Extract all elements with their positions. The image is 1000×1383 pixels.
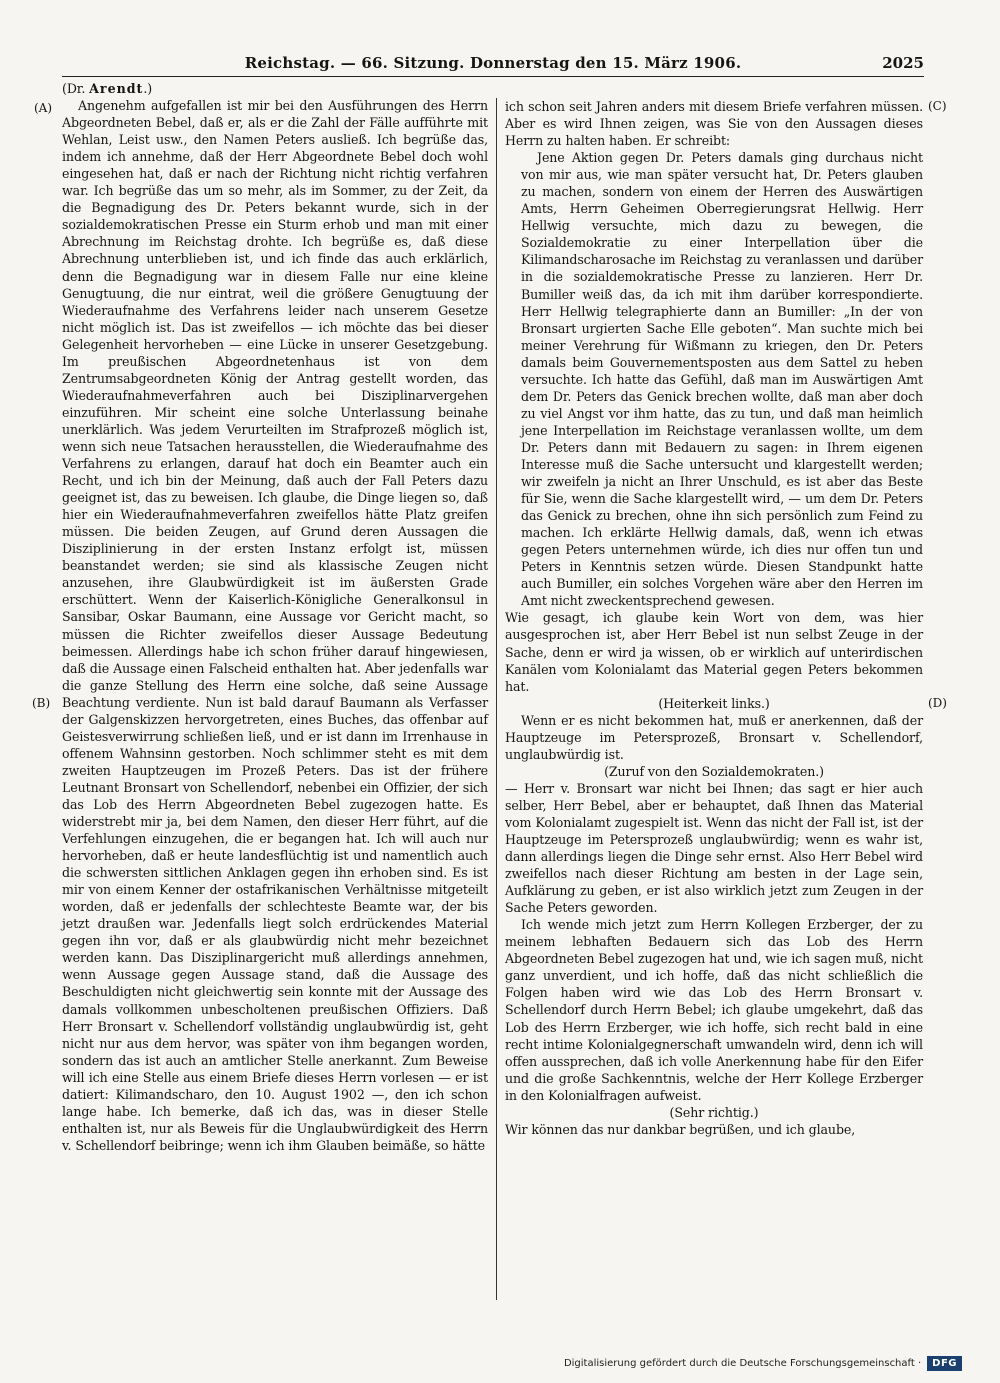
left-column (62, 80, 488, 1154)
speaker-name: Arendt (89, 81, 144, 96)
footer-text: Digitalisierung gefördert durch die Deutsche Forschungsgemeinschaft · (563, 1358, 922, 1369)
interjection-note: (Zuruf von den Sozialdemokraten.) (604, 763, 824, 779)
page-number: 2025 (882, 54, 924, 72)
interjection-note: (Heiterkeit links.) (658, 695, 770, 711)
body-paragraph: Angenehm aufgefallen ist mir bei den Ausführungen des Herrn Abgeordneten Bebel, daß er, als er die Zahl der Fälle aufführte mit Wehlan, Leist usw., den Namen Peters ausließ. Ich begrüße das, indem ich annehme, daß der Herr Abgeordnete Bebel doch wohl eingesehen hat, daß er nach der Richtung nicht richtig verfahren war. Ich begrüße das um so mehr, als im Sommer, zu der Zeit, da die Begnadigung des Dr. Peters bekannt wurde, sich in der sozialdemokratischen Presse ein Sturm erhob und man mit einer Abrechnung im Reichstag drohte. Ich begrüße es, daß diese Abrechnung unterblieben ist, und ich finde das auch erklärlich, denn die Begnadigung war in diesem Falle nur eine kleine Genugtuung, die nur eintrat, weil die größere Genugtuung der Wiederaufnahme des Verfahrens leider nach unserem Gesetze nicht möglich ist. Das ist zweifellos — ich möchte das bei dieser Gelegenheit hervorheben — eine Lücke in unserer Gesetzgebung. Im preußischen Abgeordnetenhaus ist von dem Zentrumsabgeordneten König der Antrag gestellt worden, das Wiederaufnahmeverfahren auch bei Disziplinarvergehen einzuführen. Mir scheint eine solche Unterlassung beinahe unerklärlich. Was jedem Verurteilten im Strafprozeß möglich ist, wenn sich neue Tatsachen herausstellen, die Wiederaufnahme des Verfahrens zu erlangen, darauf hat doch ein Beamter auch ein Recht, und ich bin der Meinung, daß auch der Fall Peters dazu geeignet ist, das zu beweisen. Ich glaube, die Dinge liegen so, daß hier ein Wiederaufnahmeverfahren zweifellos hätte Platz greifen müssen. Die beiden Zeugen, auf Grund deren Aussagen die Disziplinierung in der ersten Instanz erfolgt ist, müssen beanstandet werden; sie sind als klassische Zeugen nicht anzusehen, ihre Glaubwürdigkeit ist im äußersten Grade erschüttert. Wenn der Kaiserlich-Königliche Generalkonsul in Sansibar, Oskar Baumann, eine Aussage vor Gericht macht, so müssen die Richter zweifellos dieser Aussage Bedeutung beimessen. Allerdings habe ich schon früher darauf hingewiesen, daß die Aussage einen Falscheid enthalten hat. Aber jedenfalls war die ganze Stellung des Herrn eine solche, daß seine Aussage Beachtung verdiente. Nun ist bald darauf Baumann als Verfasser der Galgenskizzen hervorgetreten, eines Buches, das offenbar auf Geistesverwirrung schließen ließ, und er ist dann im Irrenhause in offenem Wahnsinn gestorben. Noch schlimmer steht es mit dem zweiten Hauptzeugen im Prozeß Peters. Das ist der frühere Leutnant Bronsart von Schellendorf, nebenbei ein Offizier, der sich das Lob des Herrn Abgeordneten Bebel zugezogen hatte. Es widerstrebt mir ja, bei dem Namen, den dieser Herr führt, auf die Verfehlungen einzugehen, die er begangen hat. Ich will auch nur hervorheben, daß er heute landesflüchtig ist und namentlich auch die schwersten sittlichen Anklagen gegen ihn erhoben sind. Es ist mir von einem Kenner der ostafrikanischen Verhältnisse mitgeteilt worden, daß er jedenfalls der schlechteste Beamte war, der bis jetzt draußen war. Jedenfalls liegt solch erdrückendes Material gegen ihn vor, daß er als glaubwürdig nicht mehr bezeichnet werden kann. Das Disziplinargericht muß allerdings annehmen, wenn Aussage gegen Aussage stand, daß die Aussage des Beschuldigten nicht gleichwertig sein konnte mit der Aussage des damals vollkommen unbescholtenen preußischen Offiziers. Daß Herr Bronsart v. Schellendorf vollständig unglaubwürdig ist, geht nicht nur aus dem hervor, was später von ihm begangen worden, sondern das ist auch an amtlicher Stelle anerkannt. Zum Beweise will ich eine Stelle aus einem Briefe dieses Herrn vorlesen — er ist datiert: Kilimandscharo, den 10. August 1902 —, den ich schon lange habe. Ich bemerke, daß ich das, was in dieser Stelle enthalten ist, nur als Beweis für die Unglaubwürdigkeit des Herrn v. Schellendorf beibringe; wenn ich ihm Glauben beimäße, so hätte (62, 98, 488, 1153)
dfg-logo: DFG (927, 1356, 962, 1371)
speaker-prefix: (Dr. (62, 81, 90, 96)
body-paragraph: ich schon seit Jahren anders mit diesem Briefe verfahren müssen. Aber es wird Ihnen zeigen, was Sie von den Aussagen dieses Herrn zu halten haben. Er schreibt: (505, 99, 923, 149)
running-title: Reichstag. — 66. Sitzung. Donnerstag den 15. März 1906. (244, 54, 742, 72)
quote-paragraph: Jene Aktion gegen Dr. Peters damals ging durchaus nicht von mir aus, wie man später versucht hat, Dr. Peters glauben zu machen, sondern von einem der Herren des Auswärtigen Amts, Herrn Geheimen Oberregierungsrat Hellwig. Herr Hellwig versuchte, mich dazu zu bewegen, die Sozialdemokratie zu einer Interpellation über die Kilimandscharosache im Reichstag zu veranlassen und darüber in die sozialdemokratische Presse zu lanzieren. Herr Dr. Bumiller weiß das, da ich mit ihm darüber korrespondierte. Herr Hellwig telegraphierte dann an Bumiller: „In der von Bronsart urgierten Sache Elle geboten“. Man suchte mich bei meiner Verehrung für Wißmann zu kriegen, den Dr. Peters damals beim Gouvernementsposten aus dem Sattel zu heben versuchte. Ich hatte das Gefühl, daß man im Auswärtigen Amt dem Dr. Peters das Genick brechen wollte, daß man aber doch zu viel Angst vor ihm hatte, das zu tun, und daß man heimlich jene Interpellation im Reichstage veranlassen wollte, um dem Dr. Peters dann mit Bedauern zu sagen: in Ihrem eigenen Interesse muß die Sache untersucht und klargestellt werden; wir zweifeln ja nicht an Ihrer Unschuld, es ist aber das Beste für Sie, wenn die Sache klargestellt wird, — um dem Dr. Peters das Genick zu brechen, ohne ihn sich persönlich zum Feind zu machen. Ich erklärte Hellwig damals, daß, wenn ich etwas gegen Peters unternehmen würde, ich dies nur offen tun und Peters in Kenntnis setzen würde. Diesen Standpunkt hatte auch Bumiller, ein solches Vorgehen wäre aber den Herren im Amt nicht zweckentsprechend gewesen. (521, 150, 923, 609)
right-column (505, 98, 923, 1138)
footer (564, 1356, 962, 1371)
page-header (62, 54, 924, 77)
speaker-suffix: .) (143, 81, 153, 96)
speaker-attribution (62, 80, 488, 97)
interjection-note: (Sehr richtig.) (669, 1104, 759, 1120)
quoted-letter (505, 149, 923, 609)
body-paragraph: Wie gesagt, ich glaube kein Wort von dem, was hier ausgesprochen ist, aber Herr Bebel ist nun selbst Zeuge in der Sache, denn er wird ja wissen, ob er wirklich auf unterirdischen Kanälen vom Kolonialamt das Material gegen Peters bekommen hat. (505, 610, 923, 694)
body-paragraph: Wir können das nur dankbar begrüßen, und ich glaube, (505, 1121, 856, 1137)
body-paragraph: Wenn er es nicht bekommen hat, muß er anerkennen, daß der Hauptzeuge im Petersprozeß, Bronsart v. Schellendorf, unglaubwürdig ist. (505, 712, 923, 762)
body-paragraph: — Herr v. Bronsart war nicht bei Ihnen; das sagt er hier auch selber, Herr Bebel, aber er behauptet, daß Ihnen das Material vom Kolonialamt zugespielt ist. Wenn das nicht der Fall ist, ist der Hauptzeuge im Petersprozeß unglaubwürdig; wenn es wahr ist, dann allerdings liegen die Dinge sehr ernst. Also Herr Bebel wird zweifellos nach dieser Richtung am besten in der Lage sein, Aufklärung zu geben, er ist also wirklich jetzt zum Zeugen in der Sache Peters geworden. (505, 780, 923, 916)
column-divider (496, 98, 497, 1300)
body-paragraph: Ich wende mich jetzt zum Herrn Kollegen Erzberger, der zu meinem lebhaften Bedauern sich das Lob des Herrn Abgeordneten Bebel zugezogen hat und, wie ich sagen muß, nicht ganz unverdient, und ich hoffe, daß das nicht schließlich die Folgen haben wird wie das Lob des Herrn Bronsart v. Schellendorf durch Herrn Bebel; ich glaube umgekehrt, daß das Lob des Herrn Erzberger, wie ich hoffe, sich recht bald in eine recht intime Kolonialgegnerschaft umwandeln wird, denn ich will offen aussprechen, daß ich volle Anerkennung habe für den Eifer und die große Sachkenntnis, welche der Herr Kollege Erzberger in den Kolonialfragen aufweist. (505, 917, 923, 1103)
margin-marker-c: (C) (928, 99, 947, 113)
margin-marker-a: (A) (34, 101, 53, 115)
margin-marker-b: (B) (32, 696, 51, 710)
margin-marker-d: (D) (928, 696, 947, 710)
